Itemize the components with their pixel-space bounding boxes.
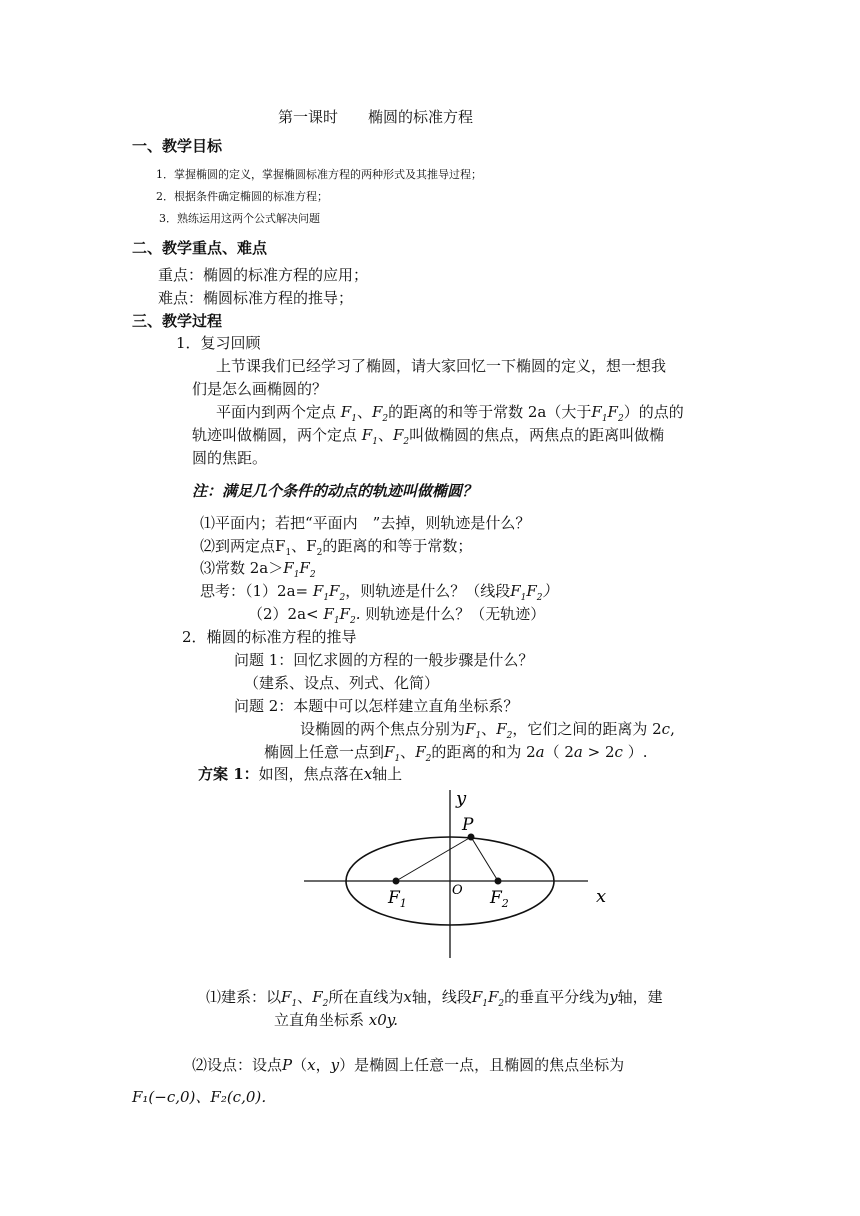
setup-line: [264, 741, 647, 764]
symbol-c: c: [661, 720, 671, 738]
question-2: 问题 2：本题中可以怎样建立直角坐标系？: [234, 697, 519, 715]
symbol-F2: $F_2$: [496, 720, 513, 741]
symbol-F1F2: $F_1F_2$: [591, 403, 624, 424]
symbol-F1: $F_1$: [340, 403, 357, 424]
focus-coordinates: F₁(−c,0)、F₂(c,0)．: [132, 1088, 277, 1106]
step-1-line: [274, 1009, 398, 1030]
text-segment: 平面内到两个定点: [216, 403, 337, 421]
text-segment: （ 2: [544, 743, 574, 761]
text-segment: ⑵设点：设点: [192, 1056, 283, 1074]
text-segment: 立直角坐标系: [274, 1011, 365, 1029]
segment-PF2: [471, 837, 498, 881]
text-segment: 椭圆上任意一点到: [264, 743, 385, 761]
text-segment: 的距离的和等于常数 2a（大于: [388, 403, 592, 421]
text-segment: > 2: [582, 743, 615, 761]
text-segment: 、: [400, 743, 416, 761]
definition-line: 圆的焦距。: [192, 449, 268, 467]
text-segment: 轴，建: [617, 988, 663, 1006]
think-item: [200, 580, 558, 603]
section-heading-process: 三、教学过程: [132, 312, 223, 330]
difficult-point: 难点：椭圆标准方程的推导；: [158, 289, 354, 307]
label-y: y: [456, 788, 467, 809]
review-title: 1．复习回顾: [176, 334, 261, 352]
review-paragraph-line: 们是怎么画椭圆的？: [192, 380, 328, 398]
symbol-x: x: [403, 988, 412, 1006]
text-segment: （2）2a<: [248, 605, 319, 623]
text-segment: ，: [315, 1056, 331, 1074]
symbol-F2: $F_2$: [306, 537, 323, 558]
text-segment: 、: [377, 426, 393, 444]
page-title: 第一课时 椭圆的标准方程: [278, 108, 474, 126]
condition-item: ⑴平面内；若把“平面内 ”去掉，则轨迹是什么？: [200, 514, 531, 532]
symbol-F1F2: $F_1F_2$: [510, 582, 543, 603]
symbol-x: x: [307, 1056, 316, 1074]
derive-title: 2．椭圆的标准方程的推导: [182, 628, 357, 646]
text-segment: 、: [291, 537, 307, 555]
ellipse-diagram: [296, 782, 616, 962]
definition-line: [216, 401, 684, 424]
symbol-a: a: [535, 743, 545, 761]
symbol-F1F2: $F_1F_2$: [471, 988, 505, 1009]
plan-line: [198, 763, 402, 784]
symbol-F2: $F_2$: [415, 743, 432, 764]
symbol-y: y: [609, 988, 618, 1006]
text-segment: 叫做椭圆的焦点，两焦点的距离叫做椭: [409, 426, 665, 444]
section-heading-key-points: 二、教学重点、难点: [132, 239, 268, 257]
symbol-F1: $F_1$: [281, 988, 298, 1009]
key-point: 重点：椭圆的标准方程的应用；: [158, 266, 369, 284]
section-heading-objectives: 一、教学目标: [132, 137, 223, 155]
text-segment: 设椭圆的两个焦点分别为: [300, 720, 466, 738]
label-F1: $F_1$: [388, 888, 407, 910]
text-segment: ）的点的: [623, 403, 684, 421]
text-segment: ⑴建系：以: [206, 988, 282, 1006]
focus-F1-point: [393, 878, 400, 885]
plan-label: 方案 1：: [198, 765, 259, 783]
text-segment: ⑵到两定点: [200, 537, 276, 555]
symbol-x: x: [363, 765, 373, 783]
label-F2: $F_2$: [490, 888, 509, 910]
question-1-answer: （建系、设点、列式、化简）: [244, 674, 440, 692]
symbol-F1F2: $F_1F_2$.: [323, 605, 361, 626]
definition-line: [192, 424, 664, 447]
symbol-P: P: [282, 1056, 293, 1074]
condition-item: [200, 535, 472, 558]
objective-item: 3．熟练运用这两个公式解决问题: [159, 212, 320, 225]
segment-PF1: [396, 837, 471, 881]
focus-F2-point: [495, 878, 502, 885]
text-segment: 、: [297, 988, 313, 1006]
text-segment: 、: [481, 720, 497, 738]
text-segment: 如图，焦点落在: [258, 765, 364, 783]
label-x: x: [596, 886, 607, 907]
symbol-F1: $F_1$: [361, 426, 378, 447]
label-O: O: [452, 883, 463, 898]
text-segment: 轴上: [372, 765, 403, 783]
text-segment: ，它们之间的距离为 2: [512, 720, 662, 738]
review-paragraph-line: 上节课我们已经学习了椭圆，请大家回忆一下椭圆的定义，想一想我: [216, 357, 667, 375]
symbol-F1: $F_1$: [275, 537, 292, 558]
setup-line: 设椭圆的两个焦点分别为$F_1$、$F_2$，它们之间的距离为 2c,: [300, 720, 675, 741]
text-segment: 轴，线段: [411, 988, 472, 1006]
text-segment: ）.: [622, 743, 648, 761]
text-segment: 、: [356, 403, 372, 421]
text-segment: 的垂直平分线为: [504, 988, 610, 1006]
text-segment: ）: [542, 582, 558, 600]
text-segment: （: [292, 1056, 308, 1074]
symbol-F1F2: $F_1F_2$: [312, 582, 346, 603]
symbol-F2: $F_2$: [312, 988, 329, 1009]
symbol-c: c: [614, 743, 623, 761]
symbol-F1: $F_1$: [465, 720, 482, 741]
text-segment: 的距离的和等于常数；: [322, 537, 473, 555]
step-2-line: [192, 1054, 624, 1075]
note-heading: 注：满足几个条件的动点的轨迹叫做椭圆？: [192, 482, 478, 500]
symbol-F2: $F_2$: [371, 403, 389, 424]
symbol-a: a: [573, 743, 583, 761]
text-segment: 思考：（1）2a=: [200, 582, 309, 600]
question-1: 问题 1：回忆求圆的方程的一般步骤是什么？: [234, 651, 534, 669]
condition-item: [200, 557, 316, 580]
symbol-F2: $F_2$: [392, 426, 410, 447]
text-segment: 所在直线为: [328, 988, 404, 1006]
think-item: [248, 603, 545, 626]
step-1-line: [206, 986, 663, 1009]
label-P: P: [462, 815, 474, 835]
objective-item: 1．掌握椭圆的定义，掌握椭圆标准方程的两种形式及其推导过程；: [156, 168, 482, 181]
symbol-F1F2: $F_1F_2$: [283, 559, 316, 580]
objective-item: 2．根据条件确定椭圆的标准方程；: [156, 190, 328, 203]
text-segment: 轨迹叫做椭圆，两个定点: [192, 426, 358, 444]
text-segment: ，则轨迹是什么？（线段: [345, 582, 511, 600]
text-segment: 则轨迹是什么？（无轨迹）: [365, 605, 546, 623]
symbol-F1: $F_1$: [384, 743, 401, 764]
symbol-y: y: [330, 1056, 340, 1074]
text-segment: ⑶常数 2a＞: [200, 559, 284, 577]
text-segment: ）是椭圆上任意一点，且椭圆的焦点坐标为: [339, 1056, 625, 1074]
symbol-x0y: x0y.: [368, 1011, 399, 1029]
text-segment: 的距离的和为 2: [431, 743, 536, 761]
